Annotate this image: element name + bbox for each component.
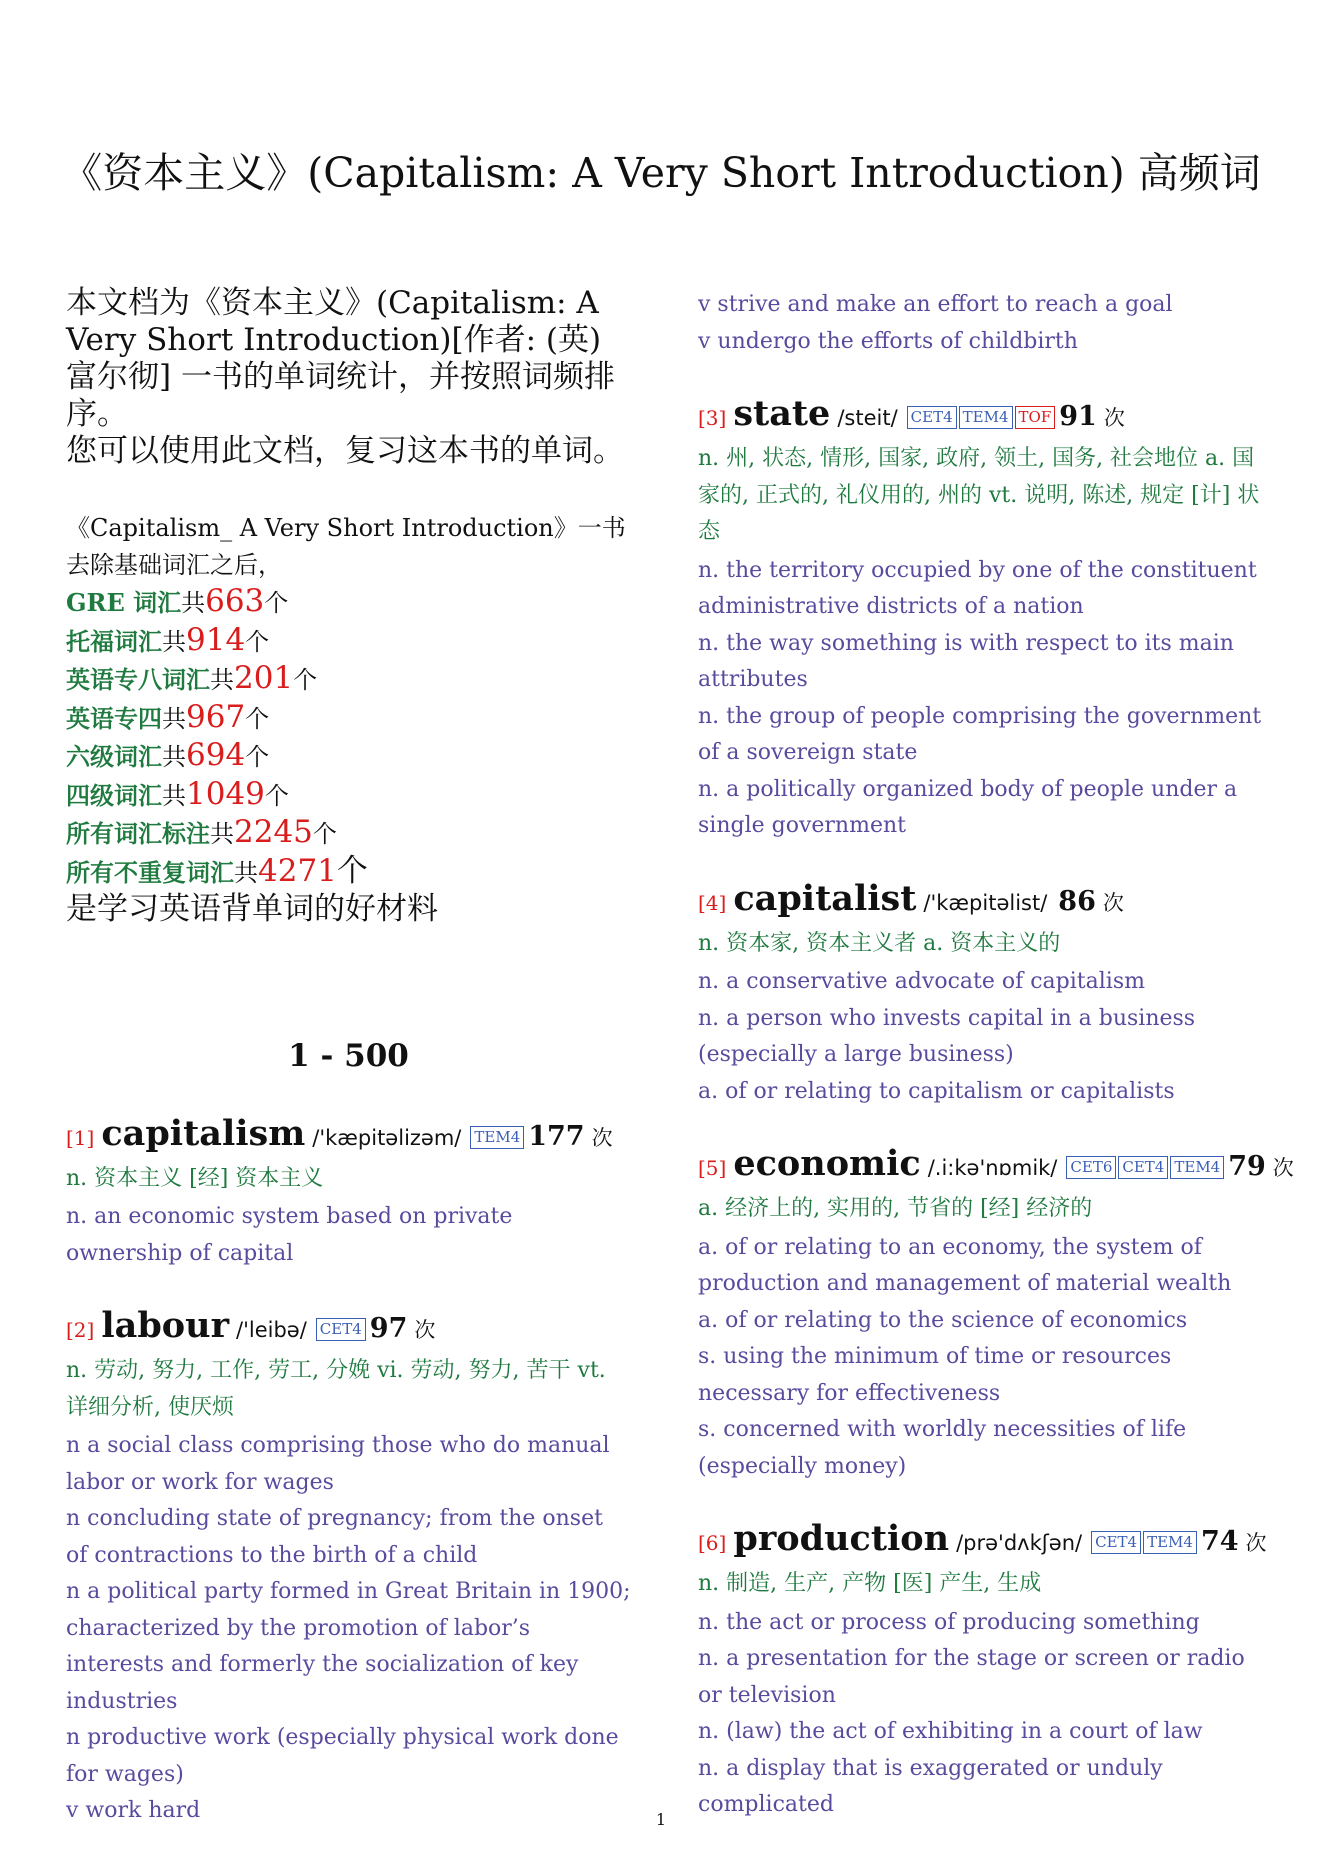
stats-unit: 个 bbox=[264, 589, 289, 617]
stats-mid: 共 bbox=[210, 820, 234, 848]
entry-count-unit: 次 bbox=[1103, 406, 1125, 430]
word-entry bbox=[698, 394, 1266, 845]
exam-tag: TOF bbox=[1015, 406, 1056, 429]
entry-index: [5] bbox=[698, 1156, 727, 1180]
entry-index: [6] bbox=[698, 1531, 727, 1555]
exam-tag: TEM4 bbox=[470, 1126, 524, 1149]
entry-definition: s. concerned with worldly necessities of life (especially money) bbox=[698, 1417, 1187, 1479]
stats-unit: 个 bbox=[245, 743, 270, 771]
entry-chinese: n. 制造, 生产, 产物 [医] 产生, 生成 bbox=[698, 1571, 1042, 1596]
exam-tag: CET4 bbox=[316, 1318, 366, 1341]
stats-label: 六级词汇 bbox=[66, 742, 162, 771]
stats-unit: 个 bbox=[245, 704, 270, 733]
word-entry bbox=[698, 1519, 1266, 1824]
stats-label: 所有词汇标注 bbox=[66, 819, 210, 848]
entry-word: state bbox=[733, 393, 831, 434]
entry-definition: n. an economic system based on private ownership of capital bbox=[66, 1204, 513, 1266]
stats-row bbox=[66, 776, 631, 815]
entry-count: 177 bbox=[528, 1120, 585, 1152]
entry-phonetic: /'leibə/ bbox=[236, 1318, 307, 1342]
entry-word: economic bbox=[733, 1143, 921, 1184]
entry-head bbox=[66, 1114, 631, 1159]
entry-count-unit: 次 bbox=[414, 1318, 436, 1342]
entry-index: [3] bbox=[698, 406, 727, 430]
entry-phonetic: /'kæpitəlist/ bbox=[923, 890, 1048, 915]
entry-definition: n. the group of people comprising the government of a sovereign state bbox=[698, 703, 1262, 765]
entry-phonetic: /prə'dʌkʃən/ bbox=[956, 1531, 1083, 1555]
stats-label: 托福词汇 bbox=[66, 626, 162, 656]
stats-label: GRE 词汇 bbox=[66, 588, 182, 617]
entry-index: [1] bbox=[66, 1125, 95, 1150]
entry-count: 74 bbox=[1200, 1526, 1239, 1557]
word-entry bbox=[66, 1114, 631, 1273]
page-title: 《资本主义》(Capitalism: A Very Short Introduction) 高频词 bbox=[61, 149, 1261, 197]
stats-row bbox=[66, 699, 631, 738]
entries-right bbox=[698, 287, 1294, 1824]
entry-chinese: n. 州, 状态, 情形, 国家, 政府, 领土, 国务, 社会地位 a. 国家的, 正式的, 礼仪用的, 州的 vt. 说明, 陈述, 规定 [计] 状态 bbox=[698, 446, 1260, 544]
entry-chinese: a. 经济上的, 实用的, 节省的 [经] 经济的 bbox=[698, 1196, 1093, 1221]
intro-line-1: 本文档为《资本主义》(Capitalism: A Very Short Introduction)[作者: (英) 富尔彻] 一书的单词统计，并按照词频排序。 bbox=[66, 285, 615, 432]
entry-phonetic: /'kæpitəlizəm/ bbox=[312, 1125, 462, 1150]
entry-definition: v undergo the efforts of childbirth bbox=[698, 328, 1078, 354]
stats-number: 201 bbox=[234, 660, 294, 696]
word-entry bbox=[66, 1306, 631, 1830]
entry-head bbox=[698, 1143, 1294, 1189]
entry-definition: a. of or relating to the science of economics bbox=[698, 1307, 1188, 1333]
entry-word: labour bbox=[101, 1305, 230, 1346]
entry-head bbox=[698, 879, 1266, 924]
stats-number: 2245 bbox=[234, 814, 313, 850]
entry-head bbox=[698, 394, 1266, 439]
entry-count: 86 bbox=[1058, 885, 1096, 917]
stats-header-1: 《Capitalism_ A Very Short Introduction》一书 bbox=[66, 514, 626, 542]
entry-index: [2] bbox=[66, 1318, 95, 1342]
stats-mid: 共 bbox=[162, 781, 186, 810]
right-column bbox=[698, 287, 1294, 1858]
entry-phonetic: /steit/ bbox=[837, 406, 898, 430]
exam-tag: TEM4 bbox=[1170, 1156, 1224, 1179]
stats-mid: 共 bbox=[181, 589, 206, 617]
stats-unit: 个 bbox=[312, 820, 337, 848]
entry-head bbox=[66, 1306, 631, 1351]
entry-definition: n. a person who invests capital in a business (especially a large business) bbox=[698, 1005, 1196, 1067]
stats-mid: 共 bbox=[210, 666, 234, 694]
entry-definition: n a political party formed in Great Britain in 1900; characterized by the promotion of labor’s interests and formerly the socialization of key industries bbox=[66, 1579, 631, 1714]
entry-definition: n. a politically organized body of people under a single government bbox=[698, 776, 1238, 838]
stats-row bbox=[66, 660, 631, 699]
stats-header-2: 去除基础词汇之后， bbox=[66, 550, 282, 579]
left-column bbox=[66, 285, 631, 1864]
entry-definition: s. using the minimum of time or resources necessary for effectiveness bbox=[698, 1344, 1172, 1406]
entry-definition: n concluding state of pregnancy; from the onset of contractions to the birth of a child bbox=[66, 1506, 603, 1568]
entry-definition: n. a presentation for the stage or screen or radio or television bbox=[698, 1646, 1245, 1708]
stats-row bbox=[66, 622, 631, 661]
stats bbox=[66, 510, 631, 928]
stats-rows bbox=[66, 583, 631, 891]
exam-tag: CET4 bbox=[1091, 1531, 1141, 1554]
intro-line-2: 您可以使用此文档，复习这本书的单词。 bbox=[66, 433, 624, 469]
entry-definition: n. the act or process of producing something bbox=[698, 1609, 1200, 1635]
word-entry bbox=[698, 879, 1266, 1111]
stats-mid: 共 bbox=[162, 743, 186, 771]
stats-unit: 个 bbox=[336, 852, 368, 889]
entry-head bbox=[698, 1519, 1266, 1564]
stats-unit: 个 bbox=[245, 627, 270, 656]
entry-definition: n. the territory occupied by one of the constituent administrative districts of a nation bbox=[698, 557, 1257, 619]
stats-number: 4271 bbox=[258, 852, 337, 889]
exam-tag: TEM4 bbox=[1143, 1531, 1197, 1554]
stats-number: 663 bbox=[205, 583, 265, 619]
entry-count: 79 bbox=[1228, 1151, 1266, 1182]
stats-row bbox=[66, 814, 631, 853]
entry-count-unit: 次 bbox=[1102, 890, 1124, 915]
entry-count: 97 bbox=[369, 1313, 408, 1344]
stats-unit: 个 bbox=[293, 666, 318, 694]
exam-tag: CET4 bbox=[907, 406, 957, 429]
entry-chinese: n. 资本主义 [经] 资本主义 bbox=[66, 1165, 324, 1191]
stats-label: 英语专四 bbox=[66, 703, 162, 733]
exam-tag: CET4 bbox=[1118, 1156, 1168, 1179]
exam-tag: TEM4 bbox=[959, 406, 1013, 429]
entry-definition: a. of or relating to capitalism or capitalists bbox=[698, 1078, 1175, 1104]
stats-footer: 是学习英语背单词的好材料 bbox=[66, 891, 438, 927]
stats-mid: 共 bbox=[234, 858, 258, 887]
stats-number: 694 bbox=[186, 737, 246, 773]
intro bbox=[66, 285, 631, 470]
stats-row bbox=[66, 583, 631, 622]
entry-index: [4] bbox=[698, 890, 727, 915]
stats-mid: 共 bbox=[162, 704, 186, 733]
entry-word: capitalist bbox=[733, 877, 917, 919]
entry-definition: n. a display that is exaggerated or unduly complicated bbox=[698, 1755, 1163, 1817]
entry-definition: n a social class comprising those who do manual labor or work for wages bbox=[66, 1433, 610, 1495]
stats-row bbox=[66, 853, 631, 892]
entry-count-unit: 次 bbox=[591, 1125, 613, 1150]
entry-definition: n. (law) the act of exhibiting in a court of law bbox=[698, 1719, 1203, 1744]
stats-number: 914 bbox=[186, 621, 246, 658]
stats-label: 所有不重复词汇 bbox=[66, 857, 234, 887]
entry-word: capitalism bbox=[101, 1112, 306, 1154]
entries-left bbox=[66, 1114, 631, 1830]
entry-phonetic: /.i:kə'nɒmik/ bbox=[927, 1156, 1058, 1180]
range-heading: 1 - 500 bbox=[288, 1037, 409, 1074]
word-entry bbox=[698, 1143, 1294, 1485]
entry-definition: v work hard bbox=[66, 1798, 201, 1823]
entry-definition: n. a conservative advocate of capitalism bbox=[698, 969, 1145, 994]
entry-chinese: n. 劳动, 努力, 工作, 劳工, 分娩 vi. 劳动, 努力, 苦干 vt. 详细分析, 使厌烦 bbox=[66, 1358, 606, 1420]
entry-definition: n productive work (especially physical work done for wages) bbox=[66, 1725, 619, 1787]
entry-word: production bbox=[733, 1518, 950, 1559]
page-number: 1 bbox=[655, 1810, 667, 1829]
entry-definition: v strive and make an effort to reach a goal bbox=[698, 292, 1173, 317]
entry-definition: a. of or relating to an economy, the system of production and management of material wealth bbox=[698, 1234, 1232, 1296]
stats-row bbox=[66, 737, 631, 776]
stats-label: 英语专八词汇 bbox=[66, 665, 210, 694]
exam-tag: CET6 bbox=[1066, 1156, 1116, 1179]
stats-number: 967 bbox=[186, 698, 246, 735]
entry-count-unit: 次 bbox=[1272, 1156, 1294, 1180]
stats-unit: 个 bbox=[264, 781, 289, 810]
stats-number: 1049 bbox=[186, 775, 265, 812]
entry-chinese: n. 资本家, 资本主义者 a. 资本主义的 bbox=[698, 930, 1061, 956]
stats-mid: 共 bbox=[162, 627, 186, 656]
entry-definition: n. the way something is with respect to its main attributes bbox=[698, 630, 1234, 692]
entry-count: 91 bbox=[1059, 401, 1097, 432]
entry-count-unit: 次 bbox=[1245, 1531, 1267, 1555]
word-entry bbox=[698, 287, 1266, 360]
stats-label: 四级词汇 bbox=[66, 780, 162, 810]
